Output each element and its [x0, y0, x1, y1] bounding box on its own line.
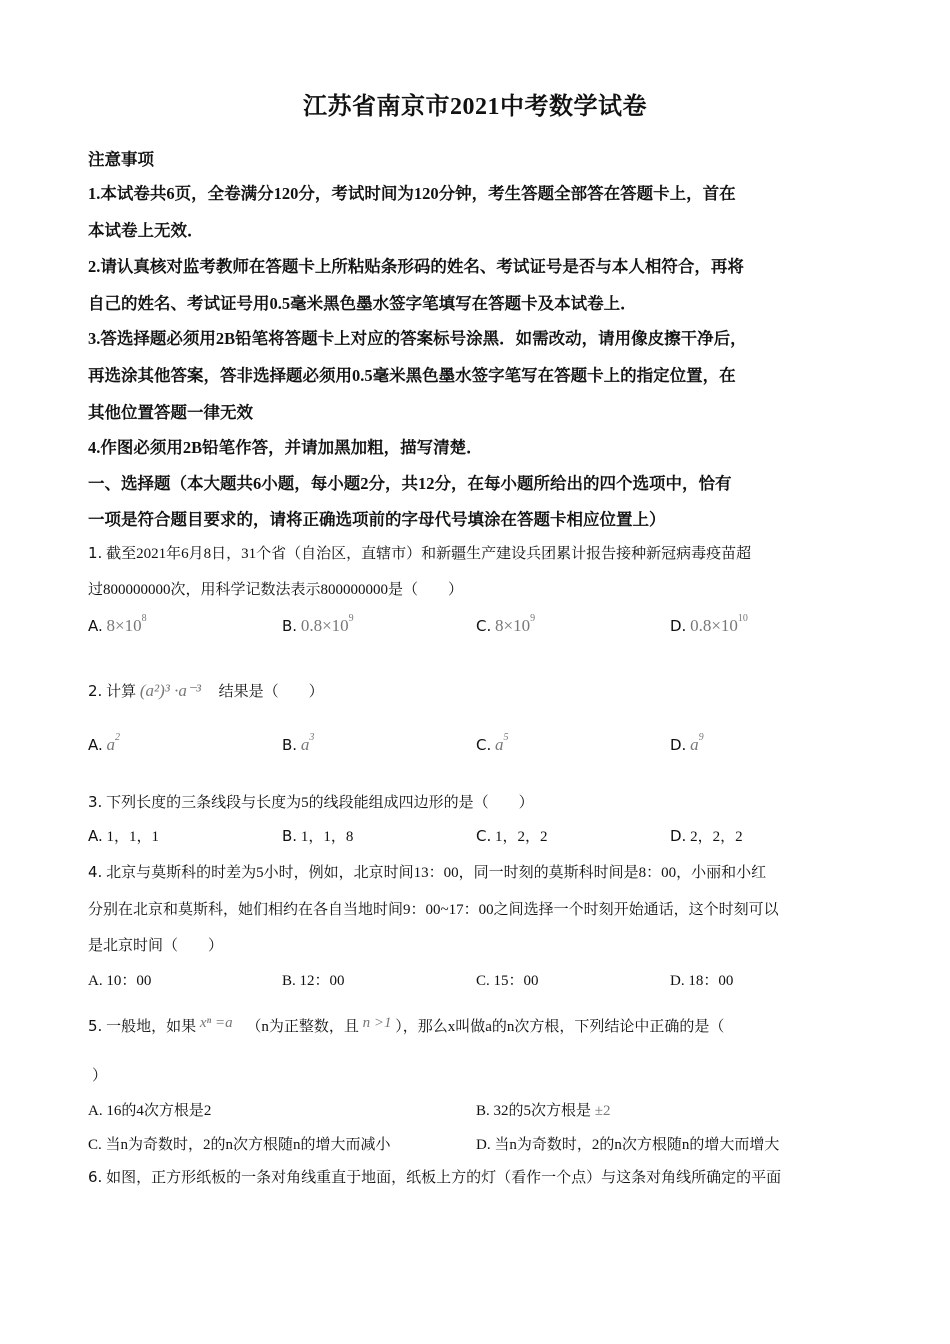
question-3 [88, 791, 878, 812]
notice-line: 本试卷上无效． [88, 221, 204, 240]
math-exp: 8 [141, 613, 147, 625]
q3-option-b [282, 825, 353, 846]
q1-option-a [88, 613, 147, 636]
q5-option-d: D. 当n为奇数时，2的n次方根随n的增大而增大 [476, 1137, 780, 1153]
question-number: 4. [88, 863, 103, 881]
math-base: 8×10 [106, 616, 142, 635]
q1-option-b [282, 613, 354, 636]
math-base: 0.8×10 [300, 616, 349, 635]
question-5 [88, 1015, 878, 1036]
notice-line: 4.作图必须用2B铅笔作答，并请加黑加粗，描写清楚． [88, 438, 483, 457]
q4-option-d: D. 18：00 [670, 973, 734, 989]
q5-option-b [476, 1099, 611, 1120]
question-text: 下列长度的三条线段与长度为5的线段能组成四边形的是（ ） [106, 795, 534, 811]
math-exp: 2 [115, 732, 121, 744]
question-4-cont: 是北京时间（ ） [88, 938, 224, 954]
option-math [106, 613, 147, 635]
page-title: 江苏省南京市2021中考数学试卷 [303, 94, 647, 120]
option-letter: A. [88, 736, 103, 754]
question-4 [88, 861, 878, 882]
math-exp: 10 [737, 613, 748, 625]
question-suffix: 结果是（ ） [218, 684, 324, 700]
option-text: B. 32的5次方根是 [476, 1103, 592, 1119]
equation: xⁿ =a [199, 1015, 233, 1031]
option-letter: A. [88, 827, 103, 845]
math-base: a [300, 735, 310, 754]
q4-option-c: C. 15：00 [476, 973, 539, 989]
math-base: 8×10 [495, 616, 531, 635]
q2-option-d [670, 732, 704, 755]
option-math [690, 732, 704, 754]
question-expression: (a²)³ ·a⁻³ [139, 681, 201, 700]
q2-option-b [282, 732, 315, 755]
option-letter: A. [88, 617, 103, 635]
math-exp: 9 [348, 613, 354, 625]
notice-line: 1.本试卷共6页，全卷满分120分，考试时间为120分钟，考生答题全部答在答题卡上，首在 [88, 184, 736, 203]
option-text: 1，2，2 [495, 829, 548, 845]
question-2 [88, 680, 878, 701]
question-prefix: 计算 [106, 684, 137, 700]
option-math [495, 613, 536, 635]
notice-line: 自己的姓名、考试证号用0.5毫米黑色墨水签字笔填写在答题卡及本试卷上． [88, 294, 637, 313]
notice-line: 3.答选择题必须用2B铅笔将答题卡上对应的答案标号涂黑．如需改动，请用像皮擦干净后， [88, 329, 747, 348]
option-letter: C. [476, 617, 492, 635]
option-math [106, 732, 121, 754]
option-text: 2，2，2 [690, 829, 743, 845]
question-text: 截至2021年6月8日，31个省（自治区，直辖市）和新疆生产建设兵团累计报告接种新冠病毒疫苗超 [106, 546, 752, 562]
question-number: 2. [88, 682, 103, 700]
option-letter: D. [670, 736, 687, 754]
option-math: ±2 [594, 1103, 611, 1119]
option-letter: C. [476, 827, 492, 845]
question-number: 3. [88, 793, 103, 811]
option-letter: D. [670, 827, 687, 845]
question-6 [88, 1166, 878, 1187]
question-number: 1. [88, 544, 103, 562]
notice-line: 再选涂其他答案，答非选择题必须用0.5毫米黑色墨水签字笔写在答题卡上的指定位置，在 [88, 366, 736, 385]
math-base: a [106, 735, 116, 754]
option-math [300, 732, 315, 754]
q1-option-c [476, 613, 536, 636]
math-exp: 9 [698, 732, 704, 744]
option-letter: C. [476, 736, 492, 754]
q5-option-a: A. 16的4次方根是2 [88, 1103, 212, 1119]
question-1-cont: 过800000000次，用科学记数法表示800000000是（ ） [88, 582, 464, 598]
math-exp: 3 [309, 732, 315, 744]
math-base: a [690, 735, 699, 754]
option-letter: B. [282, 827, 298, 845]
question-text: 一般地，如果 [106, 1019, 197, 1035]
section-header: 一、选择题（本大题共6小题，每小题2分，共12分，在每小题所给出的四个选项中，恰有 [88, 474, 732, 493]
q3-option-c [476, 825, 548, 846]
q3-option-d [670, 825, 743, 846]
question-number: 5. [88, 1017, 103, 1035]
option-math [300, 613, 354, 635]
option-text: 1，1，1 [106, 829, 160, 845]
option-letter: B. [282, 617, 298, 635]
q2-option-c [476, 732, 509, 755]
notice-line: 其他位置答题一律无效 [88, 403, 253, 422]
option-math [495, 732, 509, 754]
notice-line: 2.请认真核对监考教师在答题卡上所粘贴条形码的姓名、考试证号是否与本人相符合，再将 [88, 257, 744, 276]
math-exp: 5 [503, 732, 509, 744]
option-math [690, 613, 748, 635]
q4-option-b: B. 12：00 [282, 973, 345, 989]
question-text: 如图，正方形纸板的一条对角线重直于地面，纸板上方的灯（看作一个点）与这条对角线所确定的平面 [106, 1170, 782, 1186]
question-text: 北京与莫斯科的时差为5小时，例如，北京时间13：00，同一时刻的莫斯科时间是8：00，小丽和小红 [106, 865, 767, 881]
q2-option-a [88, 732, 121, 755]
option-text: 1，1，8 [300, 829, 354, 845]
question-5-cont: ） [92, 1068, 108, 1084]
q1-option-d [670, 613, 748, 636]
section-header: 一项是符合题目要求的，请将正确选项前的字母代号填涂在答题卡相应位置上） [88, 510, 666, 529]
q5-option-c: C. 当n为奇数时，2的n次方根随n的增大而减小 [88, 1137, 391, 1153]
question-1 [88, 542, 878, 563]
math-base: 0.8×10 [690, 616, 738, 635]
math-exp: 9 [530, 613, 536, 625]
option-letter: D. [670, 617, 687, 635]
q3-option-a [88, 825, 159, 846]
q4-option-a: A. 10：00 [88, 973, 152, 989]
question-text: （n为正整数，且 [246, 1019, 359, 1035]
notice-heading: 注意事项 [88, 150, 154, 169]
question-number: 6. [88, 1168, 103, 1186]
question-4-cont: 分别在北京和莫斯科，她们相约在各自当地时间9：00~17：00之间选择一个时刻开始通话，这个时刻可以 [88, 902, 779, 918]
option-letter: B. [282, 736, 298, 754]
math-base: a [495, 735, 504, 754]
condition: n >1 [362, 1015, 392, 1031]
question-text: ），那么x叫做a的n次方根，下列结论中正确的是（ [395, 1019, 725, 1035]
